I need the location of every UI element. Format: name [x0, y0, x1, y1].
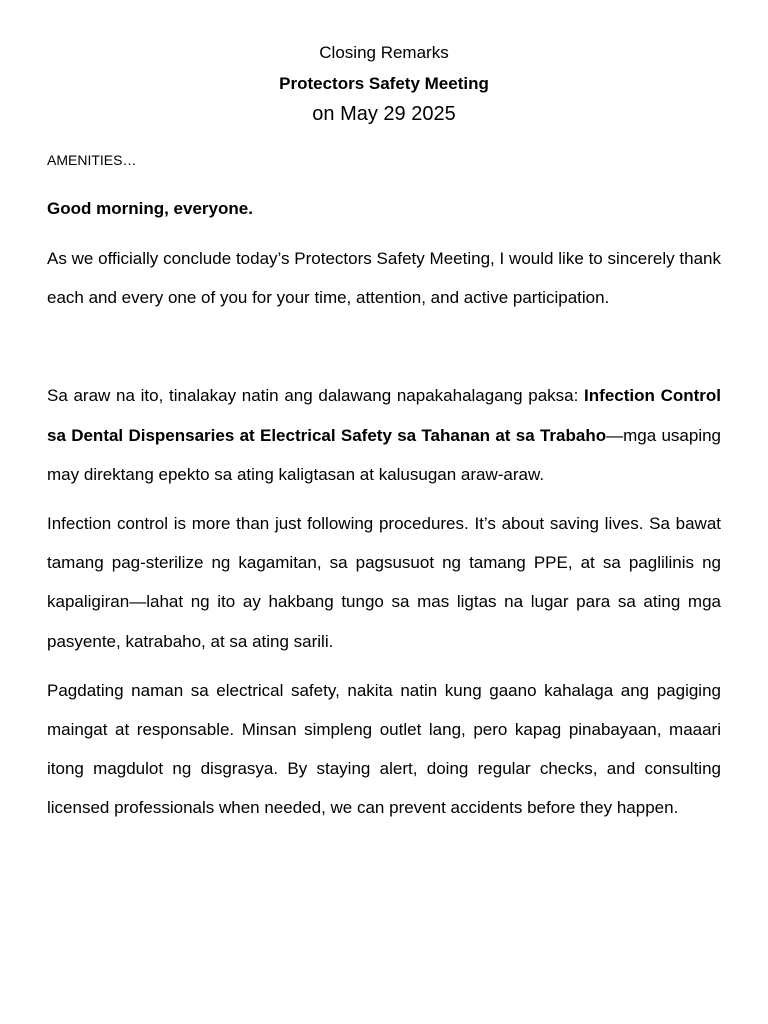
document-heading-date: on May 29 2025 — [312, 103, 456, 125]
paragraph-electrical-safety: Pagdating naman sa electrical safety, nakita natin kung gaano kahalaga ang pagiging maingat at responsable. Minsan simpleng outlet lang, pero kapag pinabayaan, maaari itong magdulot ng disgrasya. By staying alert, doing regular checks, and consulting licensed professionals when needed, we can prevent accidents before they happen. — [47, 680, 721, 818]
amenities-line: AMENITIES… — [47, 152, 137, 168]
document-heading-meeting-name: Protectors Safety Meeting — [279, 74, 489, 93]
paragraph-topics-bold: Infection Control sa Dental Dispensaries at Electrical Safety sa Tahanan at sa Trabaho — [47, 386, 721, 445]
paragraph-topics-rest: —mga usaping may direktang epekto sa ating kaligtasan at kalusugan araw-araw. — [47, 425, 722, 484]
paragraph-infection-control: Infection control is more than just following procedures. It’s about saving lives. Sa bawat tamang pag-sterilize ng kagamitan, sa pagsusuot ng tamang PPE, at sa paglilinis ng kapaligiran—lahat ng ito ay hakbang tungo sa mas ligtas na lugar para sa ating mga pasyente, katrabaho, at sa ating sarili. — [47, 514, 721, 651]
document-heading-closing-remarks: Closing Remarks — [319, 43, 449, 62]
greeting-line: Good morning, everyone. — [47, 199, 253, 218]
paragraph-topics — [47, 376, 721, 494]
paragraph-conclusion: As we officially conclude today’s Protectors Safety Meeting, I would like to sincerely thank each and every one of you for your time, attention, and active participation. — [47, 249, 721, 308]
paragraph-topics-intro: Sa araw na ito, tinalakay natin ang dalawang napakahalagang paksa: — [47, 386, 585, 406]
